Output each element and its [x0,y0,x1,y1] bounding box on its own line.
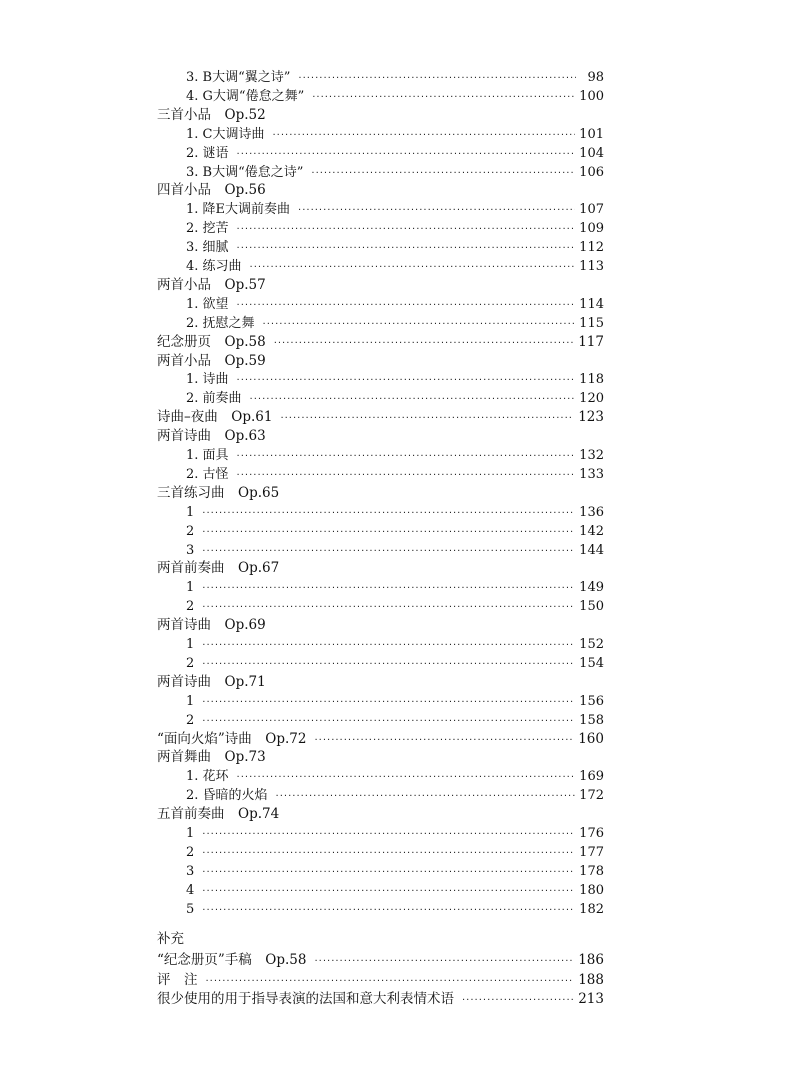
toc-entry [186,238,604,257]
toc-entry [186,465,604,484]
toc-leader-dots [274,334,575,353]
toc-section-entry [157,616,266,635]
toc-leader-dots [298,201,575,220]
toc-leader-dots [237,447,576,466]
toc-entry [186,125,604,144]
toc-leader-dots [263,315,576,334]
supplement-label: 补充 [157,931,184,947]
toc-entry-title: 2 [186,523,195,539]
toc-entry-title: 5 [186,901,195,917]
toc-section-entry [157,484,279,503]
supplement-entry [157,951,604,970]
toc-leader-dots [237,768,576,787]
toc-entry-title: 4. 练习曲 [186,259,242,274]
toc-entry-title: 四首小品 Op.56 [157,182,266,199]
toc-page-number: 213 [578,991,604,1007]
toc-entry [186,522,604,541]
toc-entry-title: 3. 细腻 [186,240,229,256]
toc-page-number: 115 [579,315,604,331]
toc-leader-dots [314,731,574,750]
toc-page-number: 120 [579,391,604,407]
supplement-entry-title: “纪念册页”手稿 Op.58 [157,952,307,968]
toc-leader-dots [298,69,576,88]
toc-entry-title: 1. C大调诗曲 [186,126,265,142]
toc-entry-title: 3 [186,542,195,558]
toc-entry [186,446,604,465]
toc-section-entry [157,673,266,692]
toc-page-number: 160 [578,730,604,747]
toc-leader-dots [250,390,576,409]
toc-page-number: 98 [587,70,604,85]
toc-entry [186,200,604,219]
toc-leader-dots [202,523,575,542]
toc-leader-dots [312,88,575,107]
toc-page-number: 152 [579,637,604,652]
toc-page-number: 113 [579,259,604,274]
toc-entry-title: 2. 抚慰之舞 [186,315,255,331]
toc-leader-dots [202,882,575,901]
toc-leader-dots [206,972,575,991]
toc-page-number: 112 [579,240,604,256]
supplement-entry-title: 评 注 [157,972,198,988]
toc-leader-dots [272,126,575,145]
toc-page-number: 106 [579,164,604,180]
toc-entry-title: 1 [186,580,195,596]
toc-entry-title: 2 [186,655,195,671]
toc-entry [186,862,604,881]
toc-entry-title: 诗曲–夜曲 Op.61 [157,409,273,426]
toc-leader-dots [202,542,575,561]
toc-leader-dots [202,598,575,617]
toc-entry [186,163,604,182]
toc-section-entry [157,276,266,295]
toc-entry [186,295,604,314]
toc-entry-title: 纪念册页 Op.58 [157,333,266,350]
toc-entry-title: 1 [186,504,195,520]
toc-entry-title: 2. 昏暗的火焰 [186,788,268,804]
toc-leader-dots [280,409,574,428]
toc-page-number: 101 [579,126,604,142]
toc-page-number: 114 [579,296,604,312]
toc-entry [186,68,604,87]
toc-leader-dots [202,844,575,863]
toc-entry-title: 1. 花环 [186,769,229,785]
toc-leader-dots [237,296,576,315]
supplement-entry [157,990,604,1009]
toc-entry [186,144,604,163]
toc-page-number: 109 [579,221,604,237]
toc-page-number: 144 [579,542,604,558]
toc-page-number: 156 [579,693,604,709]
toc-entry-title: 两首诗曲 Op.63 [157,428,266,445]
toc-section-entry [157,427,266,446]
toc-page-number: 188 [578,972,604,988]
toc-entry-title: 三首练习曲 Op.65 [157,484,280,501]
toc-entry [186,900,604,919]
toc-page-number: 180 [579,882,604,898]
toc-page-number: 172 [579,788,604,804]
toc-section-entry [157,408,604,427]
toc-entry-title: 2. 挖苦 [186,221,229,237]
toc-entry [186,578,604,597]
toc-entry-title: 三首小品 Op.52 [157,106,266,123]
toc-entry [186,843,604,862]
toc-page-number: 178 [579,863,604,879]
toc-leader-dots [237,466,576,485]
toc-entry [186,635,604,654]
toc-entry-title: 2. 古怪 [186,466,229,482]
toc-leader-dots [311,164,575,183]
supplement-entry-title: 很少使用的用于指导表演的法国和意大利表情术语 [157,991,454,1007]
toc-leader-dots [237,220,576,239]
toc-entry [186,786,604,805]
toc-page-number: 132 [579,448,604,463]
toc-entry-title: 1. 诗曲 [186,372,229,388]
toc-entry-title: 2 [186,599,195,615]
toc-entry [186,711,604,730]
toc-entry [186,389,604,408]
toc-entry-title: 两首诗曲 Op.71 [157,673,266,690]
toc-entry [186,257,604,276]
toc-entry-title: 两首小品 Op.59 [157,352,266,369]
toc-entry-title: 1. 降E大调前奏曲 [186,202,291,218]
toc-page-number: 177 [579,844,604,860]
toc-leader-dots [462,991,574,1010]
toc-leader-dots [202,901,575,920]
toc-leader-dots [314,952,574,971]
toc-leader-dots [237,145,576,164]
toc-entry-title: 1 [186,826,195,841]
toc-leader-dots [202,636,575,655]
toc-section-entry [157,805,279,824]
toc-page-number: 100 [579,88,604,104]
toc-entry-title: 3 [186,863,195,879]
toc-entry-title: 4 [186,882,195,898]
toc-entry [186,87,604,106]
toc-leader-dots [250,258,576,277]
toc-entry-title: 4. G大调“倦怠之舞” [186,88,305,104]
toc-entry [186,541,604,560]
toc-leader-dots [202,579,575,598]
toc-entry-title: 1. 欲望 [186,296,229,312]
toc-leader-dots [202,655,575,674]
toc-entry-title: 1 [186,637,195,652]
toc-entry-title: 两首小品 Op.57 [157,276,266,293]
toc-leader-dots [237,239,576,258]
toc-entry-title: “面向火焰”诗曲 Op.72 [157,730,307,747]
toc-page-number: 133 [579,466,604,482]
toc-entry-title: 3. B大调“翼之诗” [186,70,291,85]
toc-section-entry [157,106,266,125]
toc-page-number: 104 [579,145,604,161]
toc-page-number: 136 [579,504,604,520]
toc-entry-title: 1 [186,693,195,709]
toc-entry [186,654,604,673]
toc-page-number: 118 [579,372,604,388]
toc-page-number: 186 [578,952,604,968]
toc-leader-dots [237,371,576,390]
toc-section-entry [157,559,279,578]
toc-leader-dots [202,863,575,882]
toc-section-entry [157,181,266,200]
toc-leader-dots [202,825,575,844]
toc-page-number: 149 [579,580,604,596]
toc-entry-title: 两首舞曲 Op.73 [157,749,266,766]
toc-page-number: 142 [579,523,604,539]
toc-entry-title: 2 [186,844,195,860]
toc-entry-title: 2. 谜语 [186,145,229,161]
toc-entry [186,503,604,522]
toc-page-number: 123 [578,409,604,426]
toc-entry [186,314,604,333]
supplement-entry [157,971,604,990]
toc-page-number: 117 [578,333,604,350]
toc-section-entry [157,730,604,749]
toc-entry [186,692,604,711]
toc-entry [186,824,604,843]
toc-entry-title: 3. B大调“倦怠之诗” [186,164,304,180]
toc-page-number: 107 [579,202,604,218]
toc-entry [186,767,604,786]
toc-entry [186,597,604,616]
toc-entry [186,219,604,238]
toc-leader-dots [202,693,575,712]
toc-entry-title: 2 [186,712,195,728]
toc-page-number: 169 [579,769,604,785]
toc-entry-title: 两首前奏曲 Op.67 [157,560,280,577]
toc-section-entry [157,748,266,767]
toc-leader-dots [202,712,575,731]
toc-entry-title: 2. 前奏曲 [186,391,242,407]
toc-page-number: 150 [579,599,604,615]
toc-entry-title: 两首诗曲 Op.69 [157,617,266,634]
toc-entry-title: 五首前奏曲 Op.74 [157,806,280,823]
toc-entry-title: 1. 面具 [186,448,229,463]
toc-section-entry [157,333,604,352]
toc-leader-dots [276,787,576,806]
toc-page-number: 182 [579,901,604,917]
toc-page-number: 176 [579,826,604,841]
toc-page-number: 154 [579,655,604,671]
toc-section-entry [157,352,266,371]
toc-entry [186,370,604,389]
toc-entry [186,881,604,900]
toc-page-number: 158 [579,712,604,728]
toc-leader-dots [202,504,575,523]
